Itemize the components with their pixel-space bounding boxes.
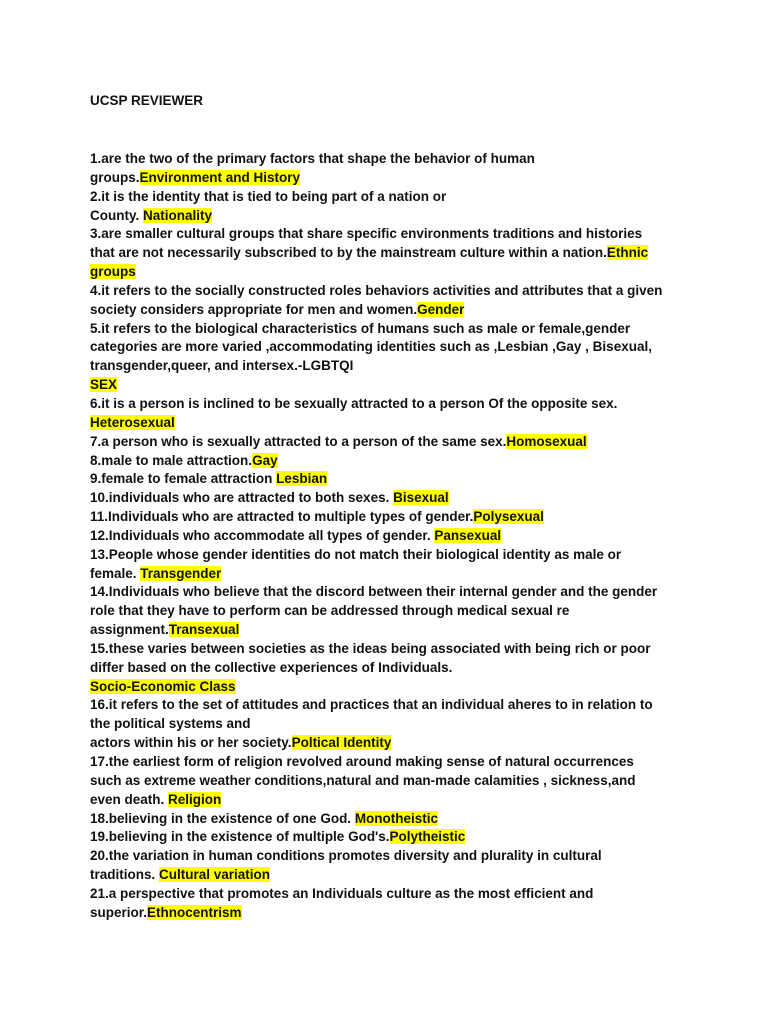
text-line: [90, 791, 690, 810]
question-text: even death.: [90, 791, 169, 807]
highlighted-answer: Monotheistic: [354, 810, 439, 826]
question-text: 16.it refers to the set of attitudes and practices that an individual aheres to in relation to: [90, 697, 653, 713]
highlighted-answer: Bisexual: [393, 490, 449, 506]
text-line: [90, 301, 690, 320]
text-line: [90, 470, 690, 489]
text-line: [90, 772, 690, 791]
text-line: [90, 150, 690, 169]
highlighted-answer: Nationality: [143, 207, 213, 223]
highlighted-answer: Cultural variation: [159, 867, 271, 883]
question-text: 5.it refers to the biological characteristics of humans such as male or female,gender: [90, 320, 631, 336]
text-line: [90, 583, 690, 602]
question-text: 8.male to male attraction.: [90, 452, 253, 468]
highlighted-answer: Poltical Identity: [291, 735, 392, 751]
text-line: [90, 602, 690, 621]
highlighted-answer: Pansexual: [434, 527, 502, 543]
question-text: the political systems and: [90, 716, 251, 732]
question-text: role that they have to perform can be addressed through medical sexual re: [90, 603, 570, 619]
text-line: [90, 810, 690, 829]
question-text: 7.a person who is sexually attracted to a person of the same sex.: [90, 433, 507, 449]
question-text: 6.it is a person is inclined to be sexually attracted to a person Of the opposite sex.: [90, 395, 618, 411]
highlighted-answer: Homosexual: [506, 433, 587, 449]
text-line: [90, 904, 690, 923]
question-text: superior.: [90, 904, 148, 920]
question-text: 21.a perspective that promotes an Individuals culture as the most efficient and: [90, 885, 594, 901]
question-text: that are not necessarily subscribed to by the mainstream culture within a nation.: [90, 245, 607, 261]
question-text: 12.Individuals who accommodate all types of gender.: [90, 527, 435, 543]
text-line: [90, 866, 690, 885]
text-line: [90, 527, 690, 546]
text-line: [90, 282, 690, 301]
question-text: society considers appropriate for men and women.: [90, 301, 418, 317]
highlighted-answer: Ethnic: [606, 245, 649, 261]
highlighted-answer: Gender: [417, 301, 465, 317]
text-line: [90, 508, 690, 527]
text-line: [90, 338, 690, 357]
question-text: categories are more varied ,accommodating identities such as ,Lesbian ,Gay , Bisexual,: [90, 339, 652, 355]
text-line: [90, 565, 690, 584]
question-text: differ based on the collective experiences of Individuals.: [90, 659, 453, 675]
text-line: [90, 659, 690, 678]
highlighted-answer: Ethnocentrism: [147, 904, 242, 920]
question-text: transgender,queer, and intersex.-LGBTQI: [90, 358, 354, 374]
text-line: [90, 847, 690, 866]
text-line: [90, 169, 690, 188]
text-line: [90, 489, 690, 508]
question-text: groups.: [90, 169, 140, 185]
highlighted-answer: Transexual: [168, 622, 240, 638]
text-line: [90, 753, 690, 772]
question-text: 17.the earliest form of religion revolved around making sense of natural occurrences: [90, 754, 634, 769]
highlighted-answer: Lesbian: [276, 471, 328, 487]
highlighted-answer: Polytheistic: [389, 829, 466, 845]
text-line: [90, 621, 690, 640]
text-line: [90, 357, 690, 376]
text-line: [90, 207, 690, 226]
text-line: [90, 320, 690, 339]
highlighted-answer: Socio-Economic Class: [90, 678, 236, 694]
highlighted-answer: SEX: [90, 377, 118, 393]
question-text: such as extreme weather conditions,natural and man-made calamities , sickness,and: [90, 772, 636, 788]
question-text: 2.it is the identity that is tied to being part of a nation or: [90, 188, 447, 204]
text-line: [90, 188, 690, 207]
highlighted-answer: Religion: [168, 791, 222, 807]
question-text: 3.are smaller cultural groups that share specific environments traditions and histories: [90, 226, 643, 242]
text-line: [90, 395, 690, 414]
text-line: [90, 244, 690, 263]
text-line: [90, 452, 690, 471]
highlighted-answer: Transgender: [140, 565, 222, 581]
question-text: 1.are the two of the primary factors that shape the behavior of human: [90, 151, 535, 166]
question-text: traditions.: [90, 867, 160, 883]
text-line: [90, 263, 690, 282]
question-text: 11.Individuals who are attracted to multiple types of gender.: [90, 509, 474, 525]
question-text: 9.female to female attraction: [90, 471, 277, 487]
question-text: 14.Individuals who believe that the discord between their internal gender and the gender: [90, 584, 658, 600]
text-line: [90, 225, 690, 244]
text-line: [90, 885, 690, 904]
highlighted-answer: Gay: [252, 452, 278, 468]
text-line: [90, 828, 690, 847]
text-line: [90, 433, 690, 452]
question-text: 19.believing in the existence of multiple God's.: [90, 829, 390, 845]
question-text: female.: [90, 565, 141, 581]
document-body: [90, 150, 690, 923]
question-text: 18.believing in the existence of one God.: [90, 810, 355, 826]
question-text: 20.the variation in human conditions promotes diversity and plurality in cultural: [90, 848, 602, 864]
question-text: 10.individuals who are attracted to both sexes.: [90, 490, 394, 506]
highlighted-answer: Environment and History: [139, 169, 301, 185]
highlighted-answer: Polysexual: [473, 509, 544, 525]
text-line: [90, 696, 690, 715]
highlighted-answer: Heterosexual: [90, 414, 175, 430]
text-line: [90, 546, 690, 565]
text-line: [90, 640, 690, 659]
highlighted-answer: groups: [90, 264, 136, 280]
text-line: [90, 678, 690, 697]
question-text: County.: [90, 207, 143, 223]
question-text: actors within his or her society.: [90, 735, 292, 751]
text-line: [90, 715, 690, 734]
question-text: assignment.: [90, 622, 169, 638]
document-title: UCSP REVIEWER: [90, 93, 204, 108]
question-text: 15.these varies between societies as the ideas being associated with being rich or poor: [90, 640, 651, 656]
question-text: 4.it refers to the socially constructed roles behaviors activities and attributes that a given: [90, 282, 663, 298]
text-line: [90, 734, 690, 753]
text-line: [90, 414, 690, 433]
text-line: [90, 376, 690, 395]
question-text: 13.People whose gender identities do not match their biological identity as male or: [90, 546, 622, 562]
